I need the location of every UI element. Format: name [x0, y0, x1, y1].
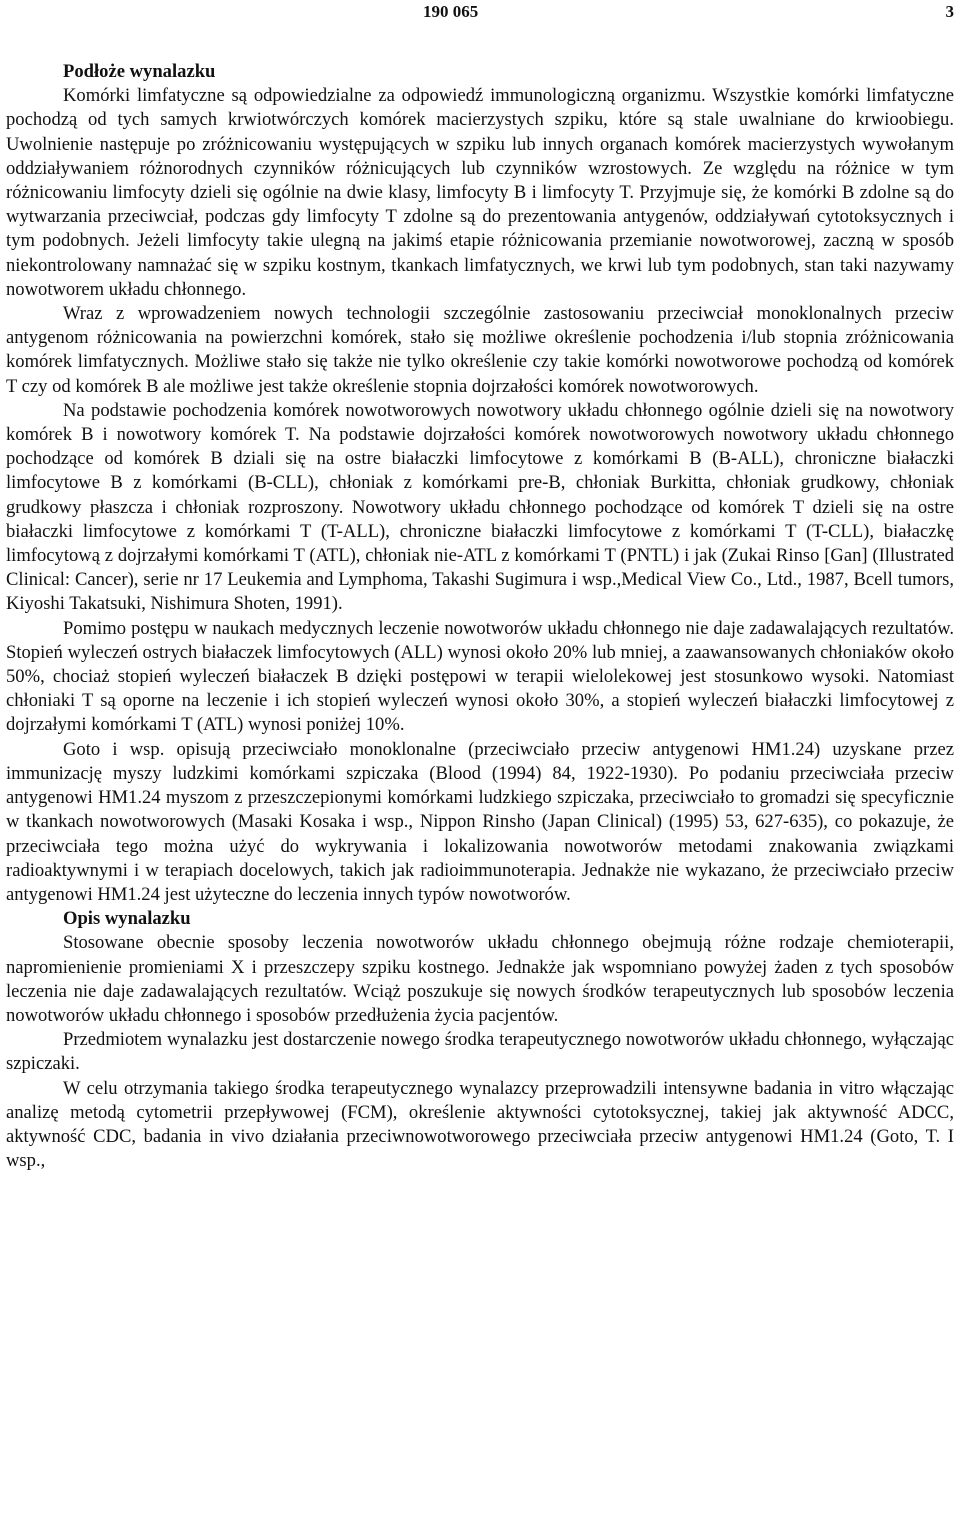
section-heading-background: Podłoże wynalazku [63, 61, 216, 82]
body-text [6, 60, 954, 1173]
paragraph: Wraz z wprowadzeniem nowych technologii szczególnie zastosowaniu przeciwciał monoklonalnych przeciw antygenom różnicowania na powierzchni komórek, stało się możliwe określenie pochodzenia i/lub stopnia zróżnicowania komórek limfatycznych. Możliwe stało się także nie tylko określenie czy takie komórki nowotworowe pochodzą od komórek T czy od komórek B ale możliwe jest także określenie stopnia dojrzałości komórek nowotworowych. [6, 303, 954, 397]
paragraph: Komórki limfatyczne są odpowiedzialne za odpowiedź immunologiczną organizmu. Wszystkie komórki limfatyczne pochodzą od tych samych krwiotwórczych komórek macierzystych szpiku, które są stale uwalniane do krwioobiegu. Uwolnienie następuje po zróżnicowaniu występujących w szpiku lub innych organach komórek macierzystych wywołanym oddziaływaniem różnorodnych czynników różnicujących lub czynników wzrostowych. Ze względu na różnice w tym różnicowaniu limfocyty dzieli się ogólnie na dwie klasy, limfocyty B i limfocyty T. Przyjmuje się, że komórki B zdolne są do wytwarzania przeciwciał, podczas gdy limfocyty T zdolne są do prezentowania antygenów, oddziaływań cytotoksycznych i tym podobnych. Jeżeli limfocyty takie ulegną na jakimś etapie różnicowania przemianie nowotworowej, zaczną w sposób niekontrolowany namnażać się w szpiku kostnym, tkankach limfatycznych, we krwi lub tym podobnych, stan taki nazywamy nowotworem układu chłonnego. [6, 85, 954, 300]
paragraph: Stosowane obecnie sposoby leczenia nowotworów układu chłonnego obejmują różne rodzaje chemioterapii, napromienienie promieniami X i przeszczepy szpiku kostnego. Jednakże jak wspomniano powyżej żaden z tych sposobów leczenia nie daje zadawalających rezultatów. Wciąż poszukuje się nowych środków terapeutycznych lub sposobów leczenia nowotworów układu chłonnego i sposobów przedłużenia życia pacjentów. [6, 932, 954, 1026]
paragraph: Pomimo postępu w naukach medycznych leczenie nowotworów układu chłonnego nie daje zadawalających rezultatów. Stopień wyleczeń ostrych białaczek limfocytowych (ALL) wynosi około 20% lub mniej, a zaawansowanych chłoniaków około 50%, chociaż stopień wyleczeń białaczek B dzięki postępowi w terapii wielolekowej jest stosunkowo wysoki. Natomiast chłoniaki T są oporne na leczenie i ich stopień wyleczeń wynosi około 30%, a stopień wyleczeń białaczki limfocytowej z dojrzałymi komórkami T (ATL) wynosi poniżej 10%. [6, 617, 954, 736]
page-header [0, 2, 960, 26]
paragraph: Na podstawie pochodzenia komórek nowotworowych nowotwory układu chłonnego ogólnie dzieli się na nowotwory komórek B i nowotwory komórek T. Na podstawie dojrzałości komórek nowotworowych nowotwory układu chłonnego pochodzące od komórek B dziali się na ostre białaczki limfocytowe z komórkami B (B-ALL), chroniczne białaczki limfocytowe B z komórkami (B-CLL), chłoniak z komórkami pre-B, chłoniak Burkitta, chłoniak grudkowy, chłoniak grudkowy płaszcza i chłoniak rozproszony. Nowotwory układu chłonnego pochodzące od komórek T dzieli się na ostre białaczki limfocytowe z komórkami T (T-ALL), chroniczne białaczki limfocytowe z komórkami T (T-CLL), białaczkę limfocytową z dojrzałymi komórkami T (ATL), chłoniak nie-ATL z komórkami T (PNTL) i jak (Zukai Rinso [Gan] (Illustrated Clinical: Cancer), serie nr 17 Leukemia and Lymphoma, Takashi Sugimura i wsp.,Medical View Co., Ltd., 1987, Bcell tumors, Kiyoshi Takatsuki, Nishimura Shoten, 1991). [6, 399, 954, 615]
section-heading-description: Opis wynalazku [63, 908, 191, 930]
document-number: 190 065 [423, 2, 479, 21]
paragraph: Przedmiotem wynalazku jest dostarczenie nowego środka terapeutycznego nowotworów układu chłonnego, wyłączając szpiczaki. [6, 1029, 954, 1075]
page-number: 3 [945, 2, 954, 21]
paragraph: W celu otrzymania takiego środka terapeutycznego wynalazcy przeprowadzili intensywne badania in vitro włączając analizę metodą cytometrii przepływowej (FCM), określenie aktywności cytotoksycznej, takiej jak aktywność ADCC, aktywność CDC, badania in vivo działania przeciwnowotworowego przeciwciała przeciw antygenowi HM1.24 (Goto, T. I wsp., [6, 1077, 954, 1172]
paragraph: Goto i wsp. opisują przeciwciało monoklonalne (przeciwciało przeciw antygenowi HM1.24) uzyskane przez immunizację myszy ludzkimi komórkami szpiczaka (Blood (1994) 84, 1922-1930). Po podaniu przeciwciała przeciw antygenowi HM1.24 myszom z przeszczepionymi komórkami ludzkiego szpiczaka, przeciwciało to gromadzi się specyficznie w tkankach nowotworowych (Masaki Kosaka i wsp., Nippon Rinsho (Japan Clinical) (1995) 53, 627-635), co pokazuje, że przeciwciała tego można użyć do wykrywania i lokalizowania nowotworów metodami znakowania związkami radioaktywnymi i w terapiach docelowych, takich jak radioimmunoterapia. Jednakże nie wykazano, że przeciwciało przeciw antygenowi HM1.24 jest użyteczne do leczenia innych typów nowotworów. [6, 738, 954, 905]
